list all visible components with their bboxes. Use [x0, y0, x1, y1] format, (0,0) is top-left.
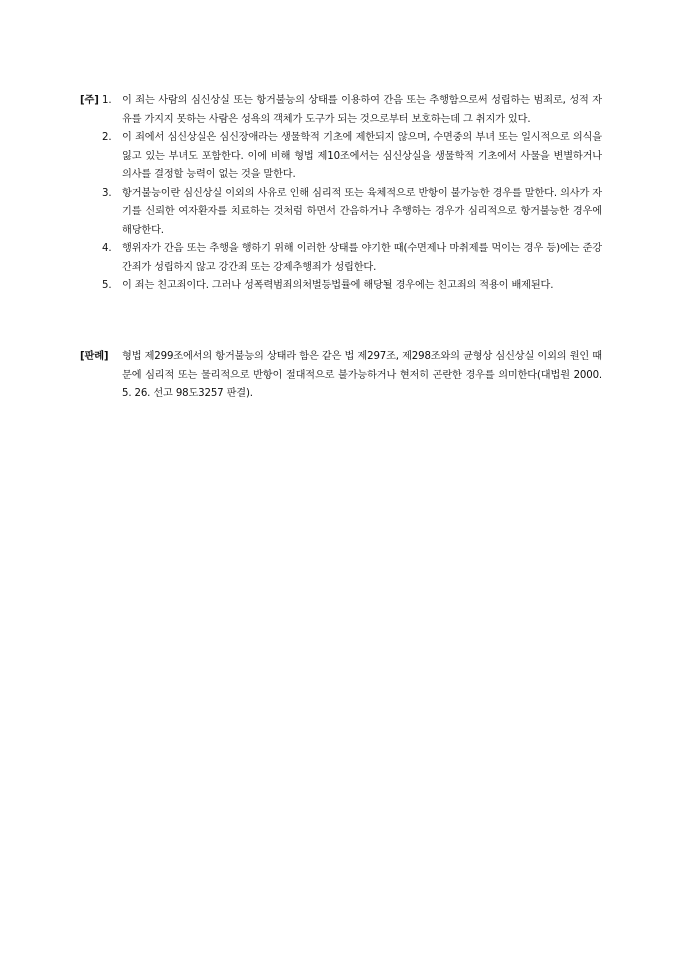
item-number: 1. — [102, 95, 112, 106]
item-text: 이 죄는 사람의 심신상실 또는 항거불능의 상태를 이용하여 간음 또는 추행함으로써 성립하는 범죄로, 성적 자유를 가지지 못하는 사람은 성욕의 객체가 도구가 되는 것으로부터 보호하는데 그 취지가 있다. — [122, 95, 602, 125]
item-number: 5. — [102, 280, 112, 291]
precedent-item — [80, 348, 602, 404]
annotation-item-5 — [80, 277, 602, 296]
annotation-section — [80, 92, 602, 296]
item-number: 2. — [102, 132, 112, 143]
annotation-item-3 — [80, 185, 602, 241]
precedent-section — [80, 348, 602, 404]
item-number: 4. — [102, 243, 112, 254]
precedent-text: 형법 제299조에서의 항거불능의 상태라 함은 같은 법 제297조, 제298조와의 균형상 심신상실 이외의 원인 때문에 심리적 또는 물리적으로 반항이 절대적으로 불가능하거나 현저히 곤란한 경우를 의미한다(대법원 2000. 5. 26. 선고 98도3257 판결). — [122, 351, 602, 399]
annotation-item-2 — [80, 129, 602, 185]
item-text: 행위자가 간음 또는 추행을 행하기 위해 이러한 상태를 야기한 때(수면제나 마취제를 먹이는 경우 등)에는 준강간죄가 성립하지 않고 강간죄 또는 강제추행죄가 성립한다. — [122, 243, 602, 273]
annotation-item-1 — [80, 92, 602, 129]
precedent-tag: [판례] — [80, 351, 109, 362]
annotation-item-4 — [80, 240, 602, 277]
item-text: 이 죄는 친고죄이다. 그러나 성폭력범죄의처벌등법률에 해당될 경우에는 친고죄의 적용이 배제된다. — [122, 280, 554, 291]
item-text: 항거불능이란 심신상실 이외의 사유로 인해 심리적 또는 육체적으로 반항이 불가능한 경우를 말한다. 의사가 자기를 신뢰한 여자환자를 치료하는 것처럼 하면서 간음하거나 추행하는 경우가 심리적으로 항거불능한 경우에 해당한다. — [122, 187, 602, 236]
annotation-tag: [주] — [80, 95, 99, 106]
item-number: 3. — [102, 187, 112, 199]
item-text: 이 죄에서 심신상실은 심신장애라는 생물학적 기초에 제한되지 않으며, 수면중의 부녀 또는 일시적으로 의식을 잃고 있는 부녀도 포함한다. 이에 비해 형법 제10조에서는 심신상실을 생물학적 기초에서 사물을 변별하거나 의사를 결정할 능력이 없는 것을 말한다. — [122, 132, 602, 180]
